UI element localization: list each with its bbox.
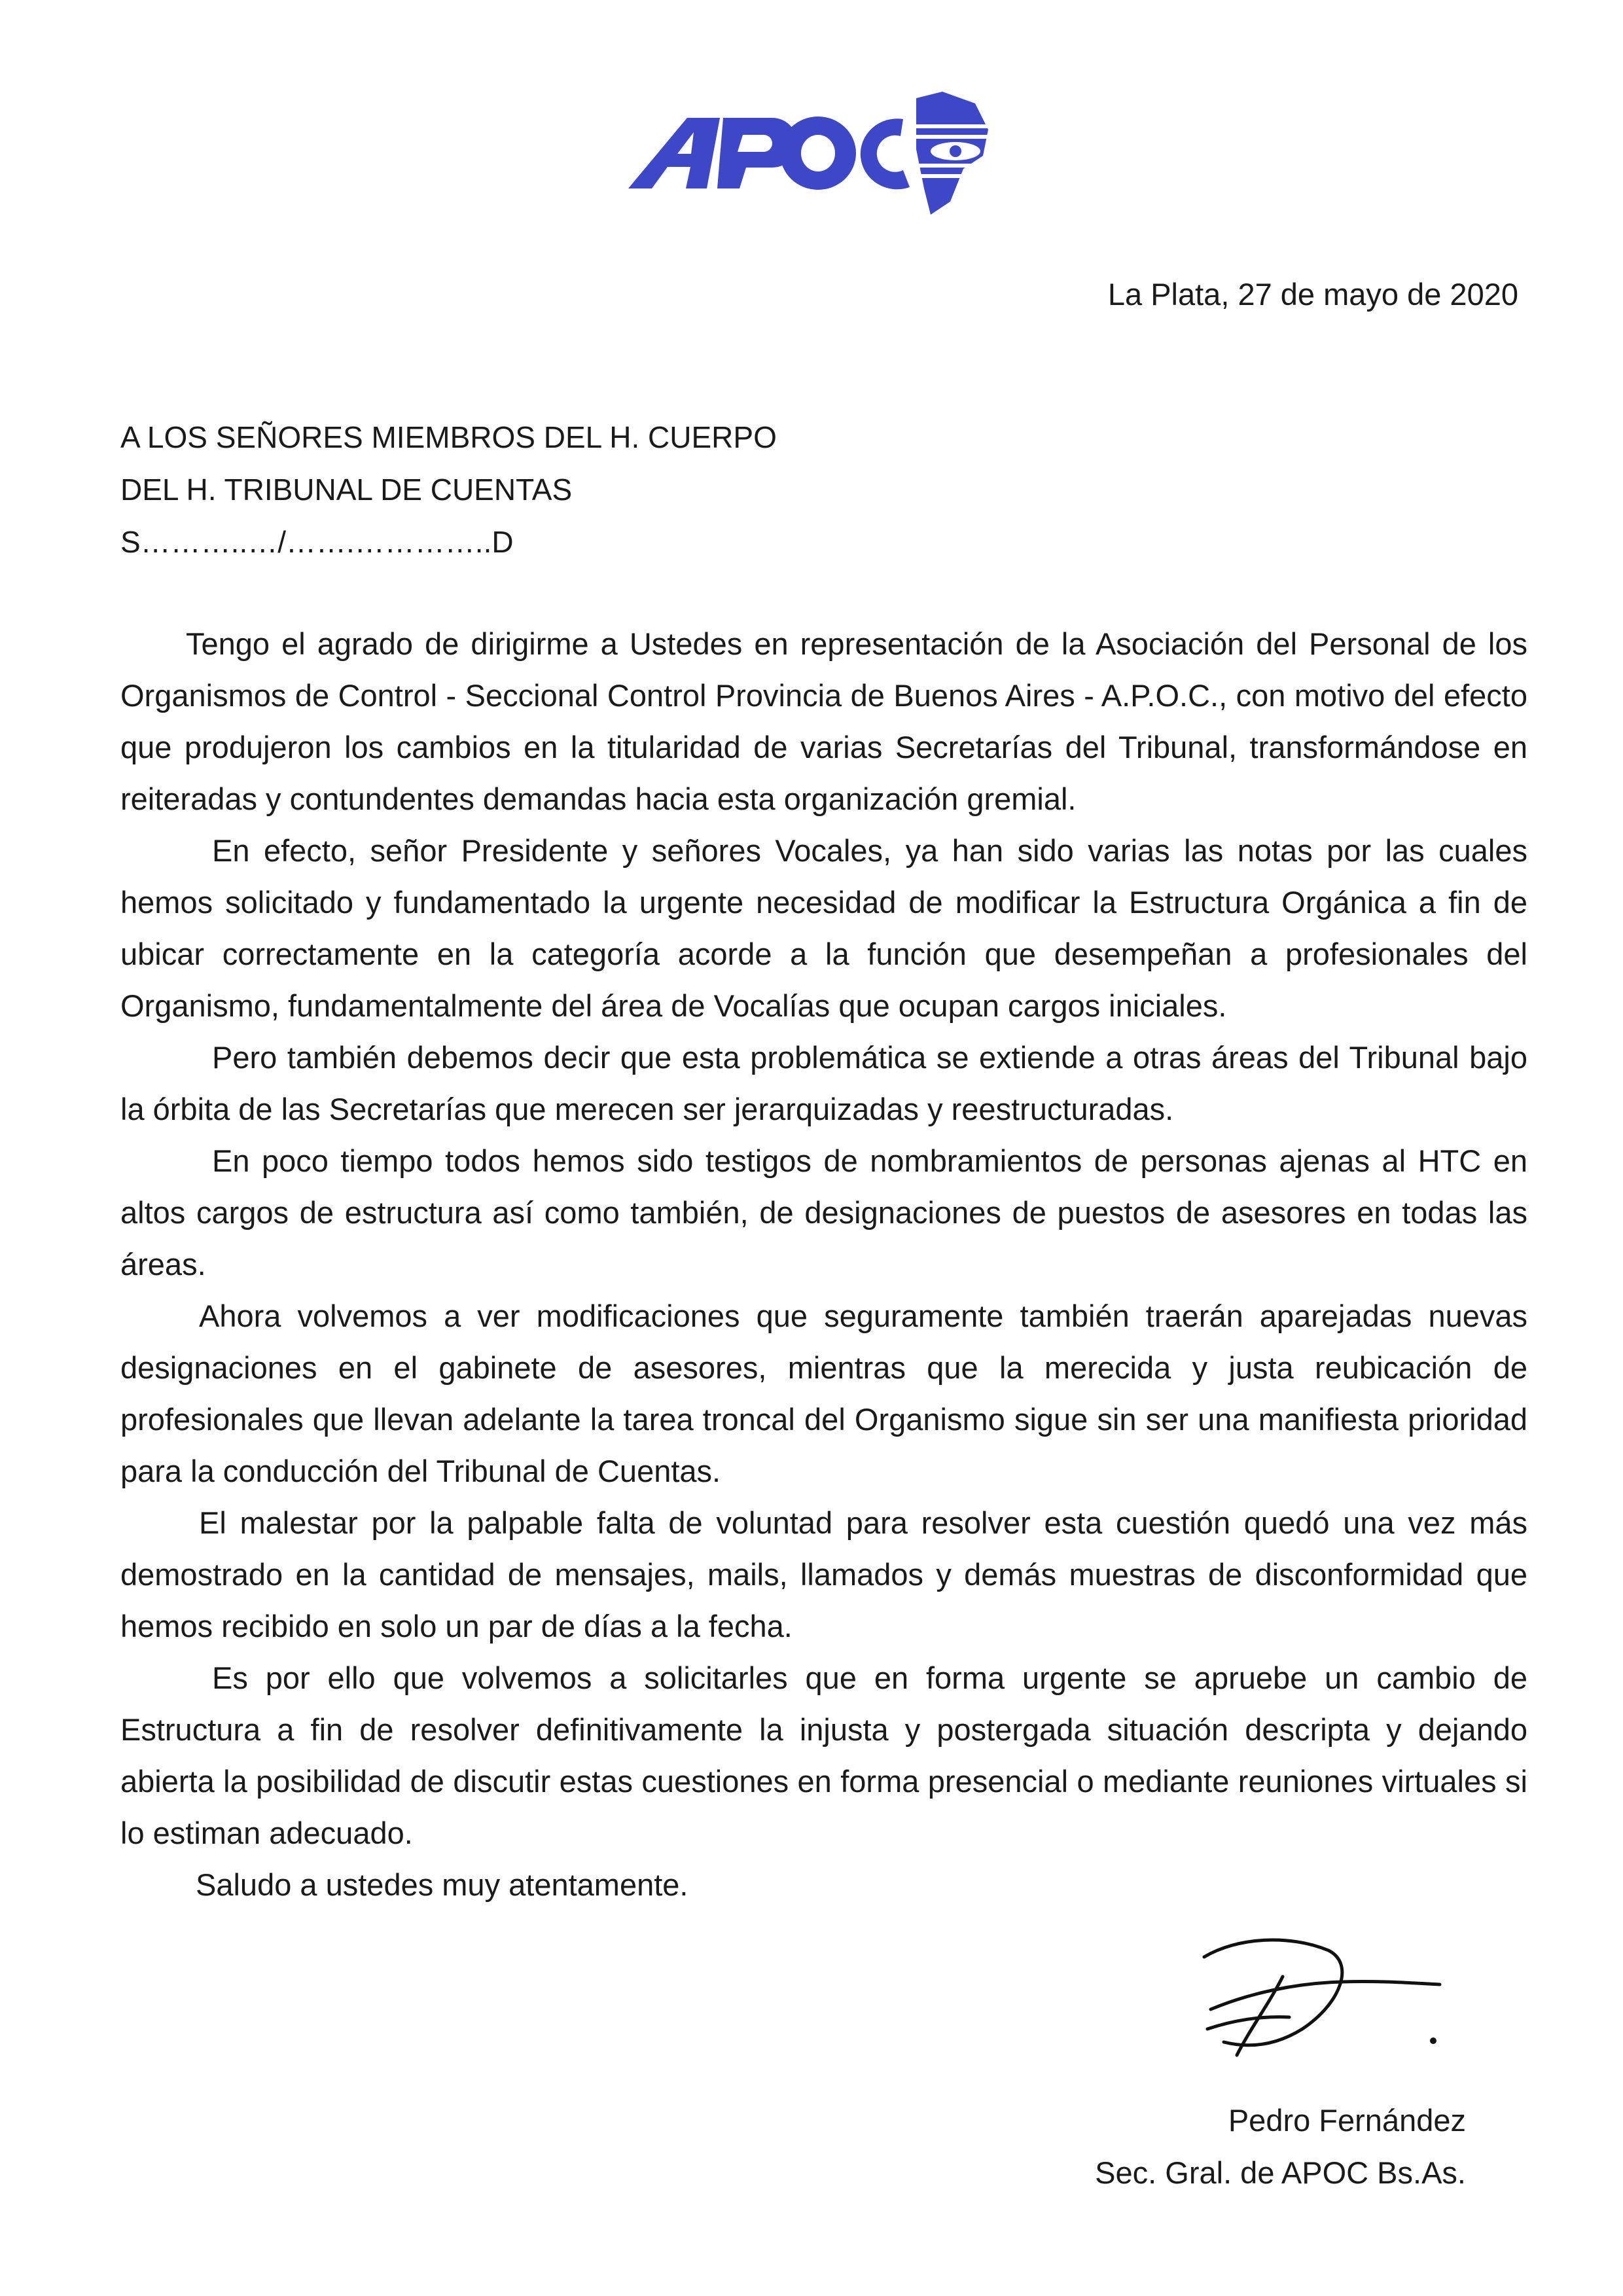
addressee-line: A LOS SEÑORES MIEMBROS DEL H. CUERPO <box>120 420 777 454</box>
letter-date: La Plata, 27 de mayo de 2020 <box>1107 277 1518 312</box>
body-paragraph: En poco tiempo todos hemos sido testigos de nombramientos de personas ajenas al HTC en altos cargos de estructura así como también, de designaciones de puestos de asesores en todas las áreas. <box>120 1143 1527 1282</box>
addressee-salutation: S………..…/…….…………..D <box>120 525 514 559</box>
handwritten-signature <box>1198 1931 1446 2075</box>
body-paragraph: Es por ello que volvemos a solicitarles que en forma urgente se apruebe un cambio de Estructura a fin de resolver definitivamente la injusta y postergada situación descripta y dejando abierta la posibilidad de discutir estas cuestiones en forma presencial o mediante reuniones virtuales si lo estiman adecuado. <box>120 1660 1527 1850</box>
addressee-block <box>120 411 777 568</box>
apoc-logo <box>628 79 995 229</box>
body-paragraph: El malestar por la palpable falta de voluntad para resolver esta cuestión quedó una vez más demostrado en la cantidad de mensajes, mails, llamados y demás muestras de disconformidad que hemos recibido en solo un par de días a la fecha. <box>120 1505 1527 1643</box>
body-paragraph: Tengo el agrado de dirigirme a Ustedes en representación de la Asociación del Personal de los Organismos de Control - Seccional Control Provincia de Buenos Aires - A.P.O.C., con motivo del efecto que produjeron los cambios en la titularidad de varias Secretarías del Tribunal, transformándose en reiteradas y contundentes demandas hacia esta organización gremial. <box>120 626 1527 816</box>
addressee-line: DEL H. TRIBUNAL DE CUENTAS <box>120 473 573 507</box>
letter-body <box>120 618 1527 1910</box>
signer-block <box>1095 2094 1466 2199</box>
signer-name: Pedro Fernández <box>1228 2103 1466 2138</box>
body-paragraph: En efecto, señor Presidente y señores Vocales, ya han sido varias las notas por las cuales hemos solicitado y fundamentado la urgente necesidad de modificar la Estructura Orgánica a fin de ubicar correctamente en la categoría acorde a la función que desempeñan a profesionales del Organismo, fundamentalmente del área de Vocalías que ocupan cargos iniciales. <box>120 833 1527 1023</box>
body-paragraph: Ahora volvemos a ver modificaciones que seguramente también traerán aparejadas nuevas designaciones en el gabinete de asesores, mientras que la merecida y justa reubicación de profesionales que llevan adelante la tarea troncal del Organismo sigue sin ser una manifiesta prioridad para la conducción del Tribunal de Cuentas. <box>120 1299 1527 1488</box>
body-paragraph: Pero también debemos decir que esta problemática se extiende a otras áreas del Tribunal bajo la órbita de las Secretarías que merecen ser jerarquizadas y reestructuradas. <box>120 1040 1527 1126</box>
signer-title: Sec. Gral. de APOC Bs.As. <box>1095 2155 1466 2190</box>
closing-line: Saludo a ustedes muy atentamente. <box>196 1867 688 1902</box>
